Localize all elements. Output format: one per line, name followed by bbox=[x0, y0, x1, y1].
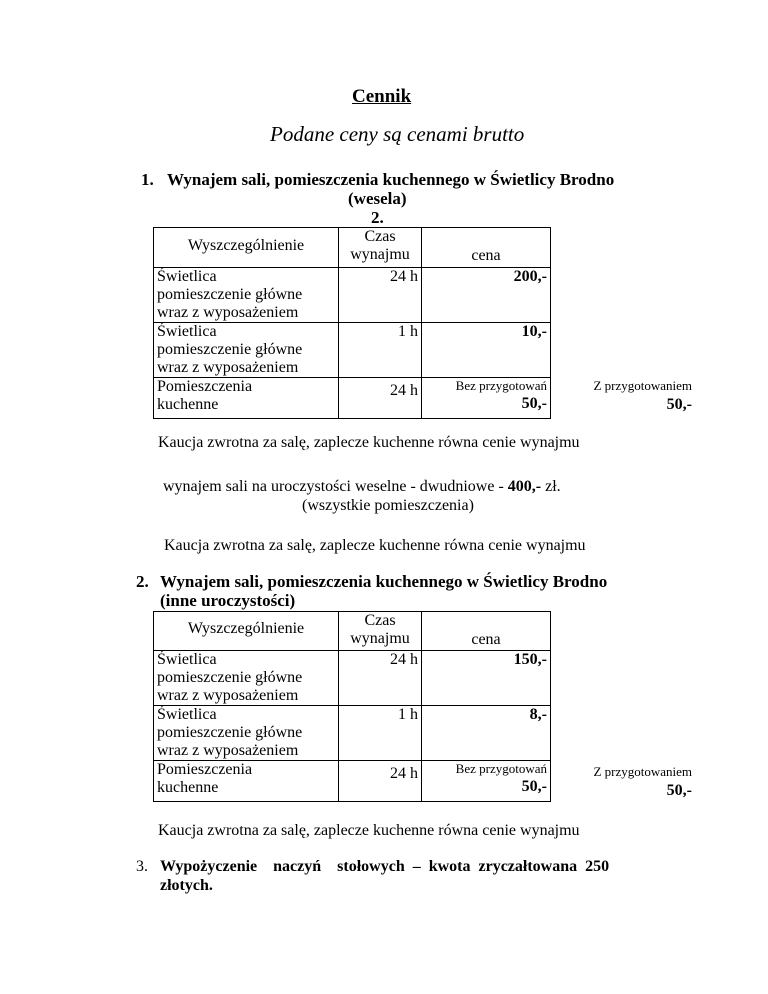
row-spec-line: wraz z wyposażeniem bbox=[157, 359, 299, 376]
price-table-1 bbox=[153, 227, 551, 419]
row-spec-line: pomieszczenie główne bbox=[157, 286, 303, 303]
col-price-header: cena bbox=[422, 228, 551, 268]
row-time: 24 h bbox=[339, 761, 422, 802]
row-spec bbox=[154, 706, 339, 761]
row-spec bbox=[154, 761, 339, 802]
table-header-row bbox=[154, 228, 551, 268]
col-time-header bbox=[339, 228, 422, 268]
row-spec-line: pomieszczenie główne bbox=[157, 341, 303, 358]
deposit-note: Kaucja zwrotna za salę, zaplecze kuchenne równa cenie wynajmu bbox=[158, 434, 580, 451]
page-title: Cennik bbox=[352, 86, 412, 107]
col-spec-header: Wyszczególnienie bbox=[154, 612, 339, 651]
row-spec-line: Świetlica bbox=[157, 323, 217, 340]
section-1-sub-number: 2. bbox=[371, 208, 384, 227]
section-1-number: 1. bbox=[141, 170, 154, 189]
table-row bbox=[154, 761, 551, 802]
row-time: 24 h bbox=[339, 651, 422, 706]
option-2-price: 50,- bbox=[666, 396, 692, 413]
option-2-label: Z przygotowaniem bbox=[593, 764, 692, 779]
option-2-label: Z przygotowaniem bbox=[593, 378, 692, 393]
row-spec-line: kuchenne bbox=[157, 396, 219, 413]
col-time-line1: Czas bbox=[364, 228, 396, 245]
section-1-sub: (wesela) bbox=[348, 189, 407, 208]
col-spec-header: Wyszczególnienie bbox=[154, 228, 339, 268]
section-3-number: 3. bbox=[136, 858, 148, 875]
wedding-currency: zł. bbox=[541, 478, 561, 495]
row-spec bbox=[154, 651, 339, 706]
option-price: 50,- bbox=[521, 778, 547, 795]
row-price: 8,- bbox=[422, 706, 551, 761]
option-price: 50,- bbox=[521, 395, 547, 412]
row-price: 150,- bbox=[422, 651, 551, 706]
table-header-row bbox=[154, 612, 551, 651]
table-row bbox=[154, 651, 551, 706]
row-spec-line: wraz z wyposażeniem bbox=[157, 304, 299, 321]
section-2-sub: (inne uroczystości) bbox=[160, 591, 296, 610]
table-row bbox=[154, 323, 551, 378]
row-spec bbox=[154, 268, 339, 323]
section-2-heading: Wynajem sali, pomieszczenia kuchennego w Świetlicy Brodno bbox=[160, 572, 608, 591]
section-3-line1: Wypożyczenie naczyń stołowych – kwota zryczałtowana 250 bbox=[160, 858, 610, 875]
col-time-line1: Czas bbox=[364, 612, 396, 629]
row-time: 1 h bbox=[339, 323, 422, 378]
row-price-options bbox=[422, 761, 551, 802]
row-spec-line: pomieszczenie główne bbox=[157, 669, 303, 686]
row-spec-line: kuchenne bbox=[157, 779, 219, 796]
table-row bbox=[154, 706, 551, 761]
row-spec-line: wraz z wyposażeniem bbox=[157, 742, 299, 759]
section-1-heading: Wynajem sali, pomieszczenia kuchennego w Świetlicy Brodno bbox=[167, 170, 615, 189]
col-price-header: cena bbox=[422, 612, 551, 651]
option-label: Bez przygotowań bbox=[455, 378, 547, 393]
col-time-line2: wynajmu bbox=[350, 246, 410, 263]
table-row bbox=[154, 378, 551, 419]
wedding-line bbox=[163, 478, 561, 496]
row-time: 1 h bbox=[339, 706, 422, 761]
row-time: 24 h bbox=[339, 378, 422, 419]
price-table-2 bbox=[153, 611, 551, 802]
section-3-line2: złotych. bbox=[160, 877, 213, 894]
table-row bbox=[154, 268, 551, 323]
section-2-number: 2. bbox=[136, 572, 149, 591]
row-price: 200,- bbox=[422, 268, 551, 323]
deposit-note-2: Kaucja zwrotna za salę, zaplecze kuchenne równa cenie wynajmu bbox=[164, 537, 586, 554]
row-spec-line: Pomieszczenia bbox=[157, 761, 253, 778]
row-spec-line: Świetlica bbox=[157, 268, 217, 285]
row-time: 24 h bbox=[339, 268, 422, 323]
row-price-options bbox=[422, 378, 551, 419]
deposit-note-3: Kaucja zwrotna za salę, zaplecze kuchenne równa cenie wynajmu bbox=[158, 822, 580, 839]
row-spec-line: pomieszczenie główne bbox=[157, 724, 303, 741]
col-time-line2: wynajmu bbox=[350, 630, 410, 647]
row-spec-line: Świetlica bbox=[157, 651, 217, 668]
row-spec bbox=[154, 323, 339, 378]
row-spec-line: Świetlica bbox=[157, 706, 217, 723]
wedding-text: wynajem sali na uroczystości weselne - dwudniowe - bbox=[163, 478, 508, 495]
page-subtitle: Podane ceny są cenami brutto bbox=[270, 122, 525, 146]
row-spec-line: wraz z wyposażeniem bbox=[157, 687, 299, 704]
row-spec bbox=[154, 378, 339, 419]
row-spec-line: Pomieszczenia bbox=[157, 378, 253, 395]
wedding-note: (wszystkie pomieszczenia) bbox=[302, 497, 474, 514]
row-price: 10,- bbox=[422, 323, 551, 378]
col-time-header bbox=[339, 612, 422, 651]
option-2-price: 50,- bbox=[666, 782, 692, 799]
option-label: Bez przygotowań bbox=[455, 761, 547, 776]
wedding-price: 400,- bbox=[507, 478, 542, 495]
